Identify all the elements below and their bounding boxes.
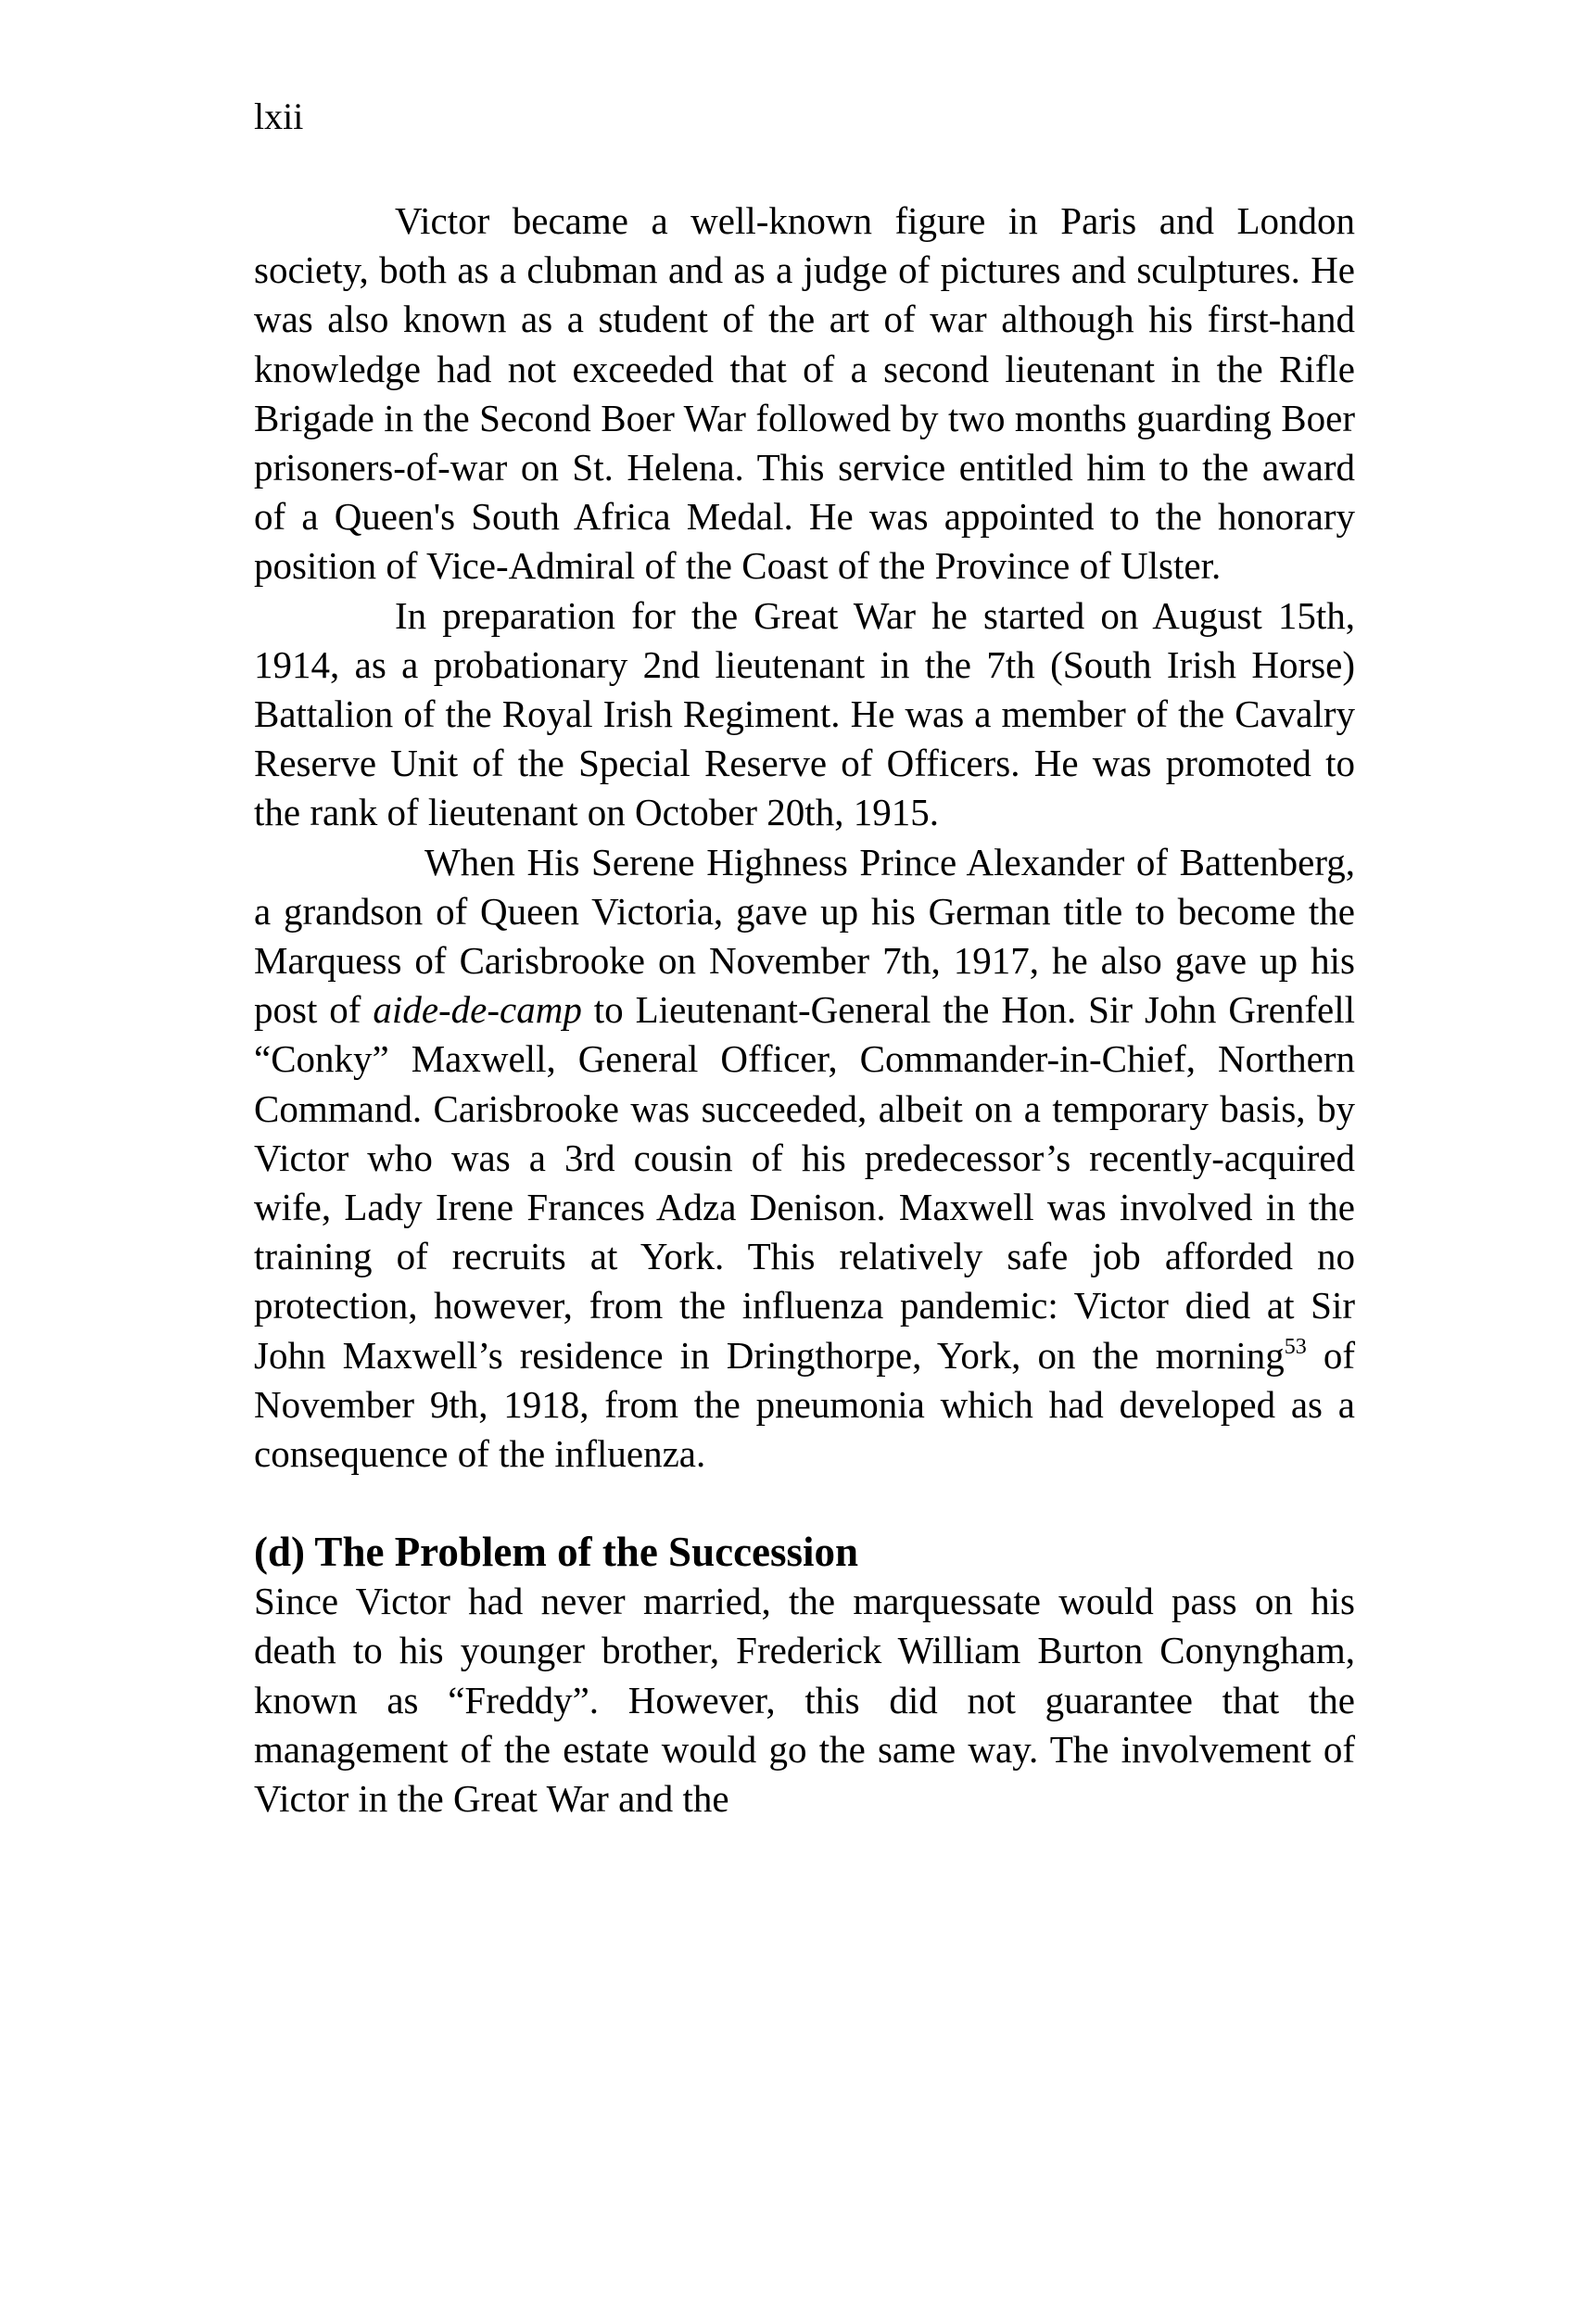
- paragraph-text: When His Serene Highness Prince Alexander of Battenberg, a grandson of Queen Victoria, gave up his German title to become the Marquess of Carisbrooke on November 7th, 1917, he also gave up his post of: [254, 840, 1355, 1032]
- paragraph-succession: Since Victor had never married, the marquessate would pass on his death to his younger brother, Frederick William Burton Conyngham, known as “Freddy”. However, this did not guarantee that the management of the estate would go the same way. The involvement of Victor in the Great War and the: [254, 1580, 1355, 1821]
- paragraph-great-war-preparation: In preparation for the Great War he started on August 15th, 1914, as a probationary 2nd lieutenant in the 7th (South Irish Horse) Battalion of the Royal Irish Regiment. He was a member of the Cavalry Reserve Unit of the Special Reserve of Officers. He was promoted to the rank of lieutenant on October 20th, 1915.: [254, 593, 1355, 834]
- page-number: lxii: [254, 95, 304, 137]
- section-heading: (d) The Problem of the Succession: [254, 1529, 859, 1576]
- footnote-marker[interactable]: 53: [1284, 1334, 1307, 1359]
- paragraph-aide-de-camp: [254, 838, 1355, 1480]
- paragraph-victor-society: Victor became a well-known figure in Paris and London society, both as a clubman and as a judge of pictures and sculptures. He was also known as a student of the art of war although his first-hand knowledge had not exceeded that of a second lieutenant in the Rifle Brigade in the Second Boer War followed by two months guarding Boer prisoners-of-war on St. Helena. This service entitled him to the award of a Queen's South Africa Medal. He was appointed to the honorary position of Vice-Admiral of the Coast of the Province of Ulster.: [254, 199, 1355, 588]
- page-body: [254, 197, 1355, 1823]
- paragraph-text: of November 9th, 1918, from the pneumonia which had developed as a consequence of the influenza.: [254, 1333, 1355, 1476]
- paragraph-text: to Lieutenant-General the Hon. Sir John Grenfell “Conky” Maxwell, General Officer, Commander-in-Chief, Northern Command. Carisbrooke was succeeded, albeit on a temporary basis, by Victor who was a 3rd cousin of his predecessor’s recently-acquired wife, Lady Irene Frances Adza Denison. Maxwell was involved in the training of recruits at York. This relatively safe job afforded no protection, however, from the influenza pandemic: Victor died at Sir John Maxwell’s residence in Dringthorpe, York, on the morning: [254, 988, 1355, 1377]
- italic-term: aide-de-camp: [373, 988, 582, 1032]
